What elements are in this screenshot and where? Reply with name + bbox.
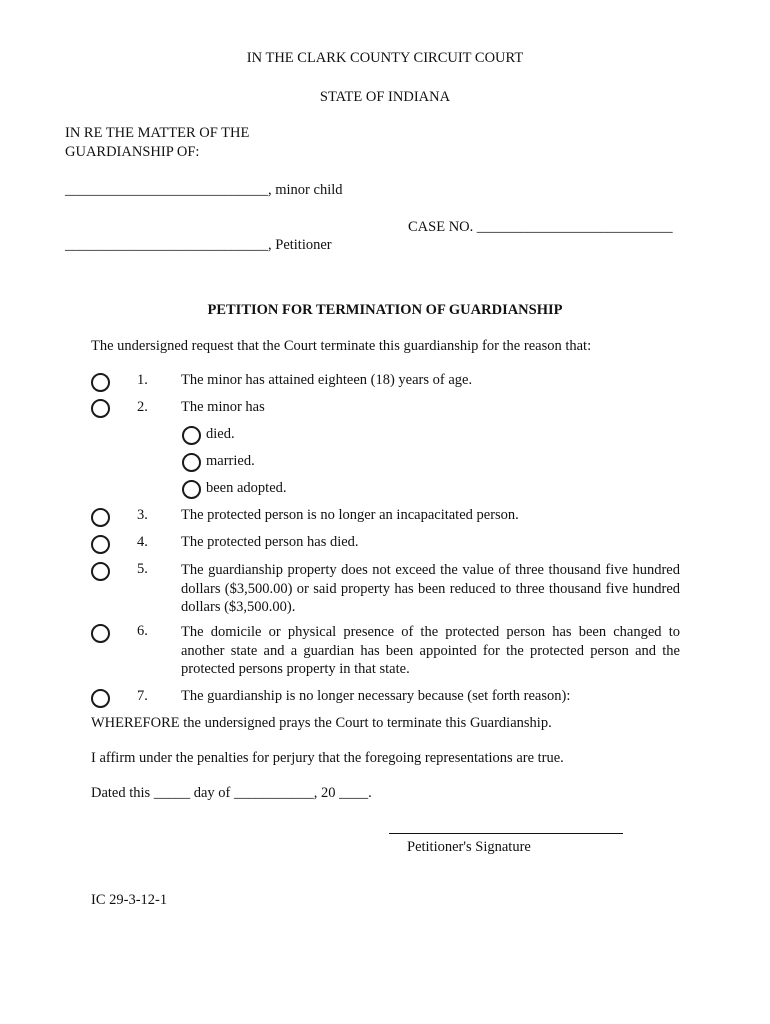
intro-text: The undersigned request that the Court terminate this guardianship for the reason that:: [91, 338, 592, 354]
reason-6-text: The domicile or physical presence of the protected person has been changed to another state and a guardian has been appointed for the protected person and the protected persons property in that state.: [181, 624, 680, 677]
reason-4-text: The protected person has died.: [181, 534, 359, 550]
reason-2-number: 2.: [137, 399, 148, 415]
form-title: PETITION FOR TERMINATION OF GUARDIANSHIP: [207, 302, 563, 318]
reason-1-radio[interactable]: [91, 373, 110, 392]
reason-5-number: 5.: [137, 561, 148, 577]
statute-reference: IC 29-3-12-1: [91, 892, 168, 908]
reason-1-text: The minor has attained eighteen (18) years of age.: [181, 372, 473, 388]
reason-6-radio[interactable]: [91, 624, 110, 643]
matter-line-1: IN RE THE MATTER OF THE: [65, 125, 250, 141]
state-heading: STATE OF INDIANA: [319, 89, 451, 105]
signature-line[interactable]: [389, 833, 623, 834]
reason-2-text: The minor has: [181, 399, 265, 415]
reason-5-radio[interactable]: [91, 562, 110, 581]
reason-6-number: 6.: [137, 623, 148, 639]
petitioner-line[interactable]: ____________________________, Petitioner: [65, 237, 332, 253]
matter-line-2: GUARDIANSHIP OF:: [65, 144, 200, 160]
case-number-line[interactable]: CASE NO. ___________________________: [408, 219, 673, 235]
reason-7-number: 7.: [137, 688, 148, 704]
reason-7-text: The guardianship is no longer necessary because (set forth reason):: [181, 688, 571, 704]
reason-4-number: 4.: [137, 534, 148, 550]
reason-3-number: 3.: [137, 507, 148, 523]
sub-option-died-label: died.: [206, 426, 235, 442]
reason-2-radio[interactable]: [91, 399, 110, 418]
court-heading: IN THE CLARK COUNTY CIRCUIT COURT: [246, 50, 524, 66]
sub-option-adopted-radio[interactable]: [182, 480, 201, 499]
signature-label: Petitioner's Signature: [407, 839, 531, 855]
reason-4-radio[interactable]: [91, 535, 110, 554]
sub-option-married-label: married.: [206, 453, 255, 469]
minor-child-line[interactable]: ____________________________, minor child: [65, 182, 343, 198]
wherefore-text: WHEREFORE the undersigned prays the Court to terminate this Guardianship.: [91, 715, 552, 731]
affirmation-text: I affirm under the penalties for perjury that the foregoing representations are true.: [91, 750, 564, 766]
reason-3-radio[interactable]: [91, 508, 110, 527]
sub-option-married-radio[interactable]: [182, 453, 201, 472]
reason-3-text: The protected person is no longer an incapacitated person.: [181, 507, 519, 523]
sub-option-adopted-label: been adopted.: [206, 480, 287, 496]
reason-1-number: 1.: [137, 372, 148, 388]
reason-5-text: The guardianship property does not exceed the value of three thousand five hundred dollars ($3,500.00) or said property has been reduced to three thousand five hundred dollars ($3,500.00).: [181, 562, 680, 615]
sub-option-died-radio[interactable]: [182, 426, 201, 445]
dated-line[interactable]: Dated this _____ day of ___________, 20 ____.: [91, 785, 372, 801]
reason-7-radio[interactable]: [91, 689, 110, 708]
